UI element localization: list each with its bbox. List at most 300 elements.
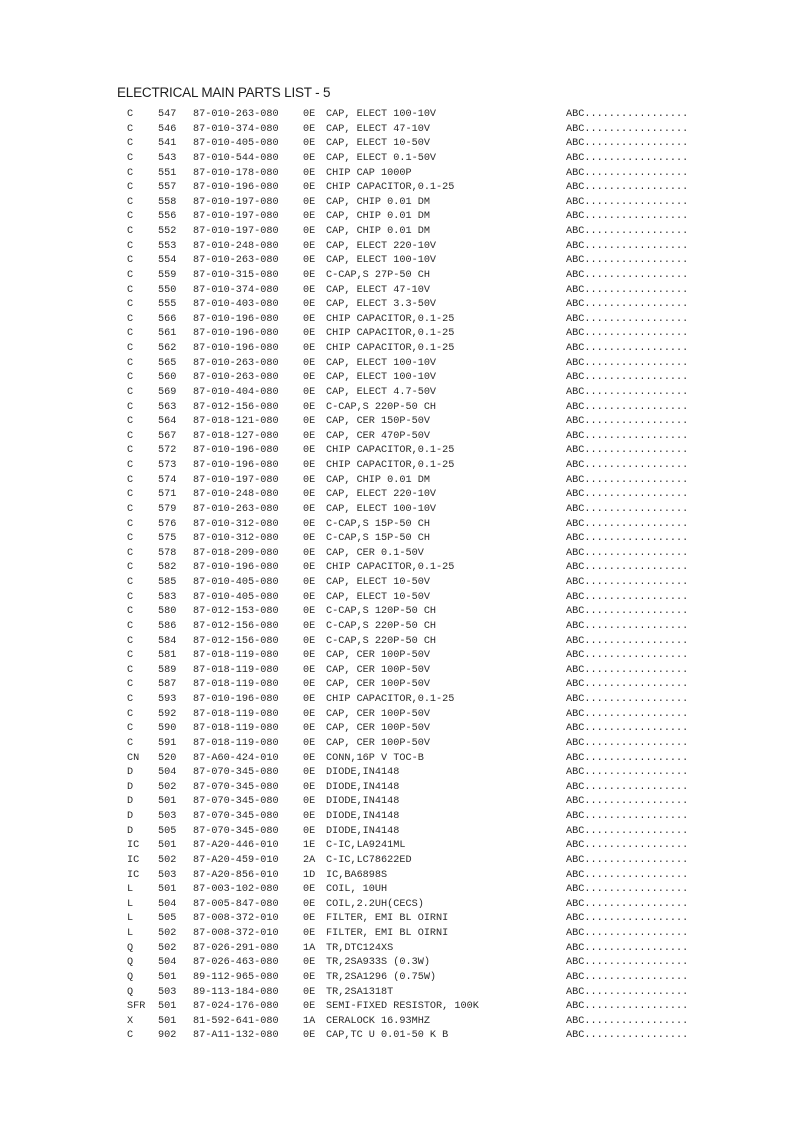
part-description: COIL, 10UH [326, 884, 388, 896]
part-number: 87-010-263-080 [193, 372, 279, 384]
part-ref-number: 566 [158, 313, 177, 325]
parts-row [0, 210, 793, 225]
part-abc-code: ABC................. [566, 913, 689, 925]
part-abc-code: ABC................. [566, 811, 689, 822]
part-description: C-CAP,S 15P-50 CH [326, 533, 430, 545]
part-revision: 0E [303, 679, 316, 691]
part-number: 87-A20-459-010 [193, 854, 279, 866]
part-ref-number: 563 [158, 401, 177, 413]
part-number: 87-010-196-080 [193, 313, 279, 325]
part-abc-code: ABC................. [566, 357, 689, 369]
parts-row [0, 620, 793, 635]
part-number: 87-012-153-080 [193, 606, 279, 618]
part-abc-code: ABC................. [566, 591, 689, 603]
part-revision: 1A [303, 1015, 316, 1027]
part-number: 87-010-248-080 [193, 489, 279, 501]
parts-row [0, 474, 793, 489]
part-number: 87-018-119-080 [193, 664, 279, 676]
part-abc-code: ABC................. [566, 840, 689, 852]
parts-row [0, 605, 793, 620]
part-type: C [127, 255, 134, 267]
part-type: C [127, 503, 134, 515]
part-ref-number: 505 [158, 825, 177, 837]
parts-row [0, 576, 793, 591]
part-revision: 0E [303, 284, 316, 296]
part-type: C [127, 723, 134, 735]
parts-row [0, 678, 793, 693]
part-revision: 0E [303, 620, 316, 632]
part-ref-number: 583 [158, 591, 177, 603]
part-abc-code: ABC................. [566, 957, 689, 969]
part-ref-number: 504 [158, 957, 177, 969]
part-revision: 0E [303, 577, 316, 588]
part-abc-code: ABC................. [566, 284, 689, 296]
parts-row [0, 591, 793, 606]
part-revision: 0E [303, 781, 316, 793]
part-abc-code: ABC................. [566, 577, 689, 588]
part-ref-number: 503 [158, 869, 177, 881]
parts-row [0, 561, 793, 576]
part-description: CAP, CER 470P-50V [326, 430, 430, 442]
part-type: C [127, 167, 134, 179]
part-ref-number: 557 [158, 182, 177, 194]
part-description: FILTER, EMI BL OIRNI [326, 928, 449, 939]
part-type: D [127, 767, 134, 779]
part-ref-number: 578 [158, 547, 177, 559]
part-revision: 0E [303, 167, 316, 179]
parts-row [0, 927, 793, 942]
part-description: CAP, ELECT 47-10V [326, 284, 430, 296]
part-type: C [127, 357, 134, 369]
part-description: CAP, CER 100P-50V [326, 650, 430, 662]
part-ref-number: 503 [158, 986, 177, 998]
part-type: C [127, 182, 134, 194]
part-ref-number: 502 [158, 942, 177, 954]
part-abc-code: ABC................. [566, 752, 689, 764]
part-abc-code: ABC................. [566, 635, 689, 647]
part-type: C [127, 489, 134, 501]
parts-row [0, 152, 793, 167]
part-ref-number: 587 [158, 679, 177, 691]
part-description: CERALOCK 16.93MHZ [326, 1015, 430, 1027]
part-abc-code: ABC................. [566, 240, 689, 252]
part-type: D [127, 781, 134, 793]
parts-row [0, 357, 793, 372]
part-abc-code: ABC................. [566, 1030, 689, 1042]
part-description: CAP, CHIP 0.01 DM [326, 474, 430, 486]
part-ref-number: 561 [158, 328, 177, 340]
part-ref-number: 502 [158, 854, 177, 866]
part-type: L [127, 884, 134, 896]
part-ref-number: 569 [158, 386, 177, 398]
part-type: C [127, 226, 134, 237]
part-revision: 0E [303, 269, 316, 281]
part-number: 87-010-315-080 [193, 269, 279, 281]
part-abc-code: ABC................. [566, 679, 689, 691]
part-abc-code: ABC................. [566, 898, 689, 910]
part-ref-number: 592 [158, 708, 177, 720]
part-revision: 1D [303, 869, 316, 881]
part-number: 87-024-176-080 [193, 1001, 279, 1013]
part-description: CAP, CER 100P-50V [326, 708, 430, 720]
part-description: CHIP CAPACITOR,0.1-25 [326, 182, 455, 194]
page-title: ELECTRICAL MAIN PARTS LIST - 5 [117, 85, 331, 100]
part-type: C [127, 240, 134, 252]
part-description: CAP, ELECT 100-10V [326, 109, 437, 120]
part-revision: 0E [303, 796, 316, 808]
parts-row [0, 781, 793, 796]
part-description: CAP, ELECT 47-10V [326, 123, 430, 135]
part-ref-number: 546 [158, 123, 177, 135]
part-ref-number: 593 [158, 694, 177, 705]
part-number: 87-018-119-080 [193, 737, 279, 749]
part-description: TR,2SA1296 (0.75W) [326, 971, 437, 983]
parts-row [0, 371, 793, 386]
part-ref-number: 902 [158, 1030, 177, 1042]
part-revision: 0E [303, 1030, 316, 1042]
part-ref-number: 575 [158, 533, 177, 545]
parts-row [0, 254, 793, 269]
part-description: CAP, ELECT 100-10V [326, 372, 437, 384]
part-revision: 0E [303, 884, 316, 896]
parts-row [0, 459, 793, 474]
part-description: CAP, ELECT 0.1-50V [326, 152, 437, 164]
part-abc-code: ABC................. [566, 942, 689, 954]
part-type: D [127, 796, 134, 808]
part-description: CAP, CHIP 0.01 DM [326, 226, 430, 237]
parts-row [0, 123, 793, 138]
part-number: 87-010-405-080 [193, 577, 279, 588]
parts-row [0, 956, 793, 971]
part-type: C [127, 211, 134, 223]
part-number: 87-010-263-080 [193, 109, 279, 120]
part-revision: 0E [303, 913, 316, 925]
part-number: 87-010-405-080 [193, 591, 279, 603]
part-description: COIL,2.2UH(CECS) [326, 898, 424, 910]
part-number: 87-008-372-010 [193, 913, 279, 925]
part-number: 87-005-847-080 [193, 898, 279, 910]
part-number: 87-018-121-080 [193, 416, 279, 428]
part-abc-code: ABC................. [566, 313, 689, 325]
part-number: 87-010-196-080 [193, 343, 279, 354]
part-type: C [127, 269, 134, 281]
part-revision: 0E [303, 752, 316, 764]
part-number: 87-010-196-080 [193, 460, 279, 471]
part-number: 87-010-263-080 [193, 503, 279, 515]
part-ref-number: 564 [158, 416, 177, 428]
part-abc-code: ABC................. [566, 167, 689, 179]
part-revision: 1A [303, 942, 316, 954]
part-revision: 0E [303, 328, 316, 340]
part-type: Q [127, 986, 134, 998]
part-ref-number: 567 [158, 430, 177, 442]
part-abc-code: ABC................. [566, 445, 689, 457]
part-ref-number: 543 [158, 152, 177, 164]
parts-row [0, 547, 793, 562]
part-description: CAP,TC U 0.01-50 K B [326, 1030, 449, 1042]
part-type: C [127, 533, 134, 545]
part-description: C-IC,LC78622ED [326, 854, 412, 866]
parts-row [0, 766, 793, 781]
part-description: DIODE,IN4148 [326, 767, 400, 779]
parts-row [0, 108, 793, 123]
part-abc-code: ABC................. [566, 737, 689, 749]
part-number: 87-010-196-080 [193, 562, 279, 574]
part-type: C [127, 694, 134, 705]
part-revision: 0E [303, 971, 316, 983]
part-ref-number: 501 [158, 796, 177, 808]
parts-row [0, 986, 793, 1001]
part-type: D [127, 811, 134, 822]
part-number: 87-010-197-080 [193, 211, 279, 223]
part-description: CAP, ELECT 100-10V [326, 255, 437, 267]
part-number: 87-003-102-080 [193, 884, 279, 896]
part-abc-code: ABC................. [566, 430, 689, 442]
part-type: IC [127, 840, 140, 852]
part-number: 87-018-127-080 [193, 430, 279, 442]
part-type: C [127, 109, 134, 120]
part-abc-code: ABC................. [566, 796, 689, 808]
parts-row [0, 708, 793, 723]
part-revision: 0E [303, 606, 316, 618]
part-revision: 0E [303, 313, 316, 325]
part-type: Q [127, 971, 134, 983]
part-revision: 0E [303, 694, 316, 705]
part-number: 87-018-209-080 [193, 547, 279, 559]
part-abc-code: ABC................. [566, 708, 689, 720]
part-type: C [127, 123, 134, 135]
part-abc-code: ABC................. [566, 694, 689, 705]
part-abc-code: ABC................. [566, 211, 689, 223]
part-description: CAP, CHIP 0.01 DM [326, 196, 430, 208]
part-description: CAP, CER 100P-50V [326, 679, 430, 691]
part-revision: 0E [303, 255, 316, 267]
part-abc-code: ABC................. [566, 269, 689, 281]
part-revision: 0E [303, 196, 316, 208]
part-type: C [127, 518, 134, 530]
part-description: CAP, CER 150P-50V [326, 416, 430, 428]
part-abc-code: ABC................. [566, 328, 689, 340]
part-number: 87-026-463-080 [193, 957, 279, 969]
part-abc-code: ABC................. [566, 825, 689, 837]
part-revision: 0E [303, 1001, 316, 1013]
part-type: C [127, 620, 134, 632]
part-description: CHIP CAPACITOR,0.1-25 [326, 460, 455, 471]
parts-row [0, 342, 793, 357]
part-ref-number: 553 [158, 240, 177, 252]
part-description: CAP, CER 0.1-50V [326, 547, 424, 559]
part-revision: 0E [303, 664, 316, 676]
part-number: 87-010-403-080 [193, 299, 279, 311]
part-revision: 1E [303, 840, 316, 852]
part-abc-code: ABC................. [566, 854, 689, 866]
part-revision: 0E [303, 547, 316, 559]
part-description: IC,BA6898S [326, 869, 388, 881]
part-type: C [127, 606, 134, 618]
part-abc-code: ABC................. [566, 547, 689, 559]
part-description: CHIP CAPACITOR,0.1-25 [326, 328, 455, 340]
part-number: 87-010-544-080 [193, 152, 279, 164]
part-type: C [127, 401, 134, 413]
part-revision: 0E [303, 226, 316, 237]
part-revision: 0E [303, 723, 316, 735]
part-revision: 0E [303, 211, 316, 223]
parts-row [0, 1029, 793, 1044]
part-ref-number: 501 [158, 840, 177, 852]
part-abc-code: ABC................. [566, 226, 689, 237]
part-ref-number: 555 [158, 299, 177, 311]
part-description: CHIP CAPACITOR,0.1-25 [326, 562, 455, 574]
parts-row [0, 664, 793, 679]
part-ref-number: 585 [158, 577, 177, 588]
part-number: 87-012-156-080 [193, 401, 279, 413]
part-ref-number: 573 [158, 460, 177, 471]
part-revision: 0E [303, 708, 316, 720]
parts-row [0, 971, 793, 986]
parts-row [0, 503, 793, 518]
part-description: DIODE,IN4148 [326, 796, 400, 808]
parts-row [0, 854, 793, 869]
part-number: 87-010-196-080 [193, 182, 279, 194]
part-revision: 0E [303, 489, 316, 501]
part-number: 87-010-196-080 [193, 445, 279, 457]
part-type: C [127, 650, 134, 662]
part-revision: 0E [303, 372, 316, 384]
part-abc-code: ABC................. [566, 109, 689, 120]
part-revision: 0E [303, 767, 316, 779]
part-number: 87-010-248-080 [193, 240, 279, 252]
part-revision: 0E [303, 401, 316, 413]
part-type: C [127, 474, 134, 486]
part-ref-number: 559 [158, 269, 177, 281]
part-type: C [127, 460, 134, 471]
parts-row [0, 298, 793, 313]
part-number: 87-070-345-080 [193, 811, 279, 822]
part-type: C [127, 737, 134, 749]
part-description: DIODE,IN4148 [326, 781, 400, 793]
part-abc-code: ABC................. [566, 372, 689, 384]
part-description: DIODE,IN4148 [326, 811, 400, 822]
parts-row [0, 269, 793, 284]
part-number: 87-026-291-080 [193, 942, 279, 954]
part-ref-number: 504 [158, 767, 177, 779]
part-description: CAP, CHIP 0.01 DM [326, 211, 430, 223]
part-abc-code: ABC................. [566, 869, 689, 881]
parts-row [0, 795, 793, 810]
parts-row [0, 444, 793, 459]
part-type: C [127, 196, 134, 208]
part-abc-code: ABC................. [566, 416, 689, 428]
part-revision: 0E [303, 474, 316, 486]
part-number: 87-010-405-080 [193, 138, 279, 150]
part-abc-code: ABC................. [566, 196, 689, 208]
part-description: TR,2SA933S (0.3W) [326, 957, 430, 969]
part-description: CAP, ELECT 10-50V [326, 138, 430, 150]
part-ref-number: 581 [158, 650, 177, 662]
part-abc-code: ABC................. [566, 664, 689, 676]
parts-row [0, 137, 793, 152]
parts-row [0, 196, 793, 211]
part-number: 87-010-263-080 [193, 357, 279, 369]
parts-row [0, 722, 793, 737]
part-type: IC [127, 854, 140, 866]
part-description: CAP, ELECT 10-50V [326, 591, 430, 603]
part-type: C [127, 372, 134, 384]
part-type: C [127, 313, 134, 325]
part-description: CHIP CAP 1000P [326, 167, 412, 179]
part-revision: 0E [303, 518, 316, 530]
part-ref-number: 558 [158, 196, 177, 208]
part-type: Q [127, 957, 134, 969]
part-description: C-CAP,S 220P-50 CH [326, 620, 437, 632]
part-type: C [127, 679, 134, 691]
part-abc-code: ABC................. [566, 460, 689, 471]
part-number: 87-A20-446-010 [193, 840, 279, 852]
part-number: 87-A60-424-010 [193, 752, 279, 764]
part-revision: 0E [303, 416, 316, 428]
part-number: 87-010-196-080 [193, 694, 279, 705]
part-number: 81-592-641-080 [193, 1015, 279, 1027]
part-revision: 0E [303, 533, 316, 545]
part-number: 87-010-312-080 [193, 533, 279, 545]
part-number: 87-070-345-080 [193, 796, 279, 808]
part-ref-number: 579 [158, 503, 177, 515]
part-abc-code: ABC................. [566, 1001, 689, 1013]
part-ref-number: 502 [158, 928, 177, 939]
part-ref-number: 501 [158, 971, 177, 983]
parts-row [0, 649, 793, 664]
part-revision: 0E [303, 460, 316, 471]
part-abc-code: ABC................. [566, 884, 689, 896]
part-type: C [127, 430, 134, 442]
part-ref-number: 551 [158, 167, 177, 179]
part-number: 87-010-404-080 [193, 386, 279, 398]
parts-row [0, 386, 793, 401]
part-abc-code: ABC................. [566, 767, 689, 779]
part-revision: 0E [303, 357, 316, 369]
part-type: C [127, 138, 134, 150]
part-description: C-CAP,S 220P-50 CH [326, 401, 437, 413]
part-abc-code: ABC................. [566, 489, 689, 501]
part-revision: 0E [303, 123, 316, 135]
part-ref-number: 582 [158, 562, 177, 574]
parts-row [0, 693, 793, 708]
part-description: FILTER, EMI BL OIRNI [326, 913, 449, 925]
parts-row [0, 430, 793, 445]
parts-row [0, 313, 793, 328]
part-description: CAP, CER 100P-50V [326, 723, 430, 735]
part-type: L [127, 928, 134, 939]
part-number: 87-010-196-080 [193, 328, 279, 340]
part-type: C [127, 591, 134, 603]
part-abc-code: ABC................. [566, 518, 689, 530]
part-description: CAP, ELECT 10-50V [326, 577, 430, 588]
part-number: 87-008-372-010 [193, 928, 279, 939]
part-revision: 0E [303, 445, 316, 457]
part-revision: 0E [303, 386, 316, 398]
part-revision: 0E [303, 430, 316, 442]
part-ref-number: 554 [158, 255, 177, 267]
part-number: 89-112-965-080 [193, 971, 279, 983]
part-ref-number: 502 [158, 781, 177, 793]
parts-row [0, 415, 793, 430]
part-number: 87-010-178-080 [193, 167, 279, 179]
part-revision: 0E [303, 138, 316, 150]
part-number: 87-010-374-080 [193, 284, 279, 296]
part-abc-code: ABC................. [566, 401, 689, 413]
part-type: Q [127, 942, 134, 954]
part-abc-code: ABC................. [566, 533, 689, 545]
